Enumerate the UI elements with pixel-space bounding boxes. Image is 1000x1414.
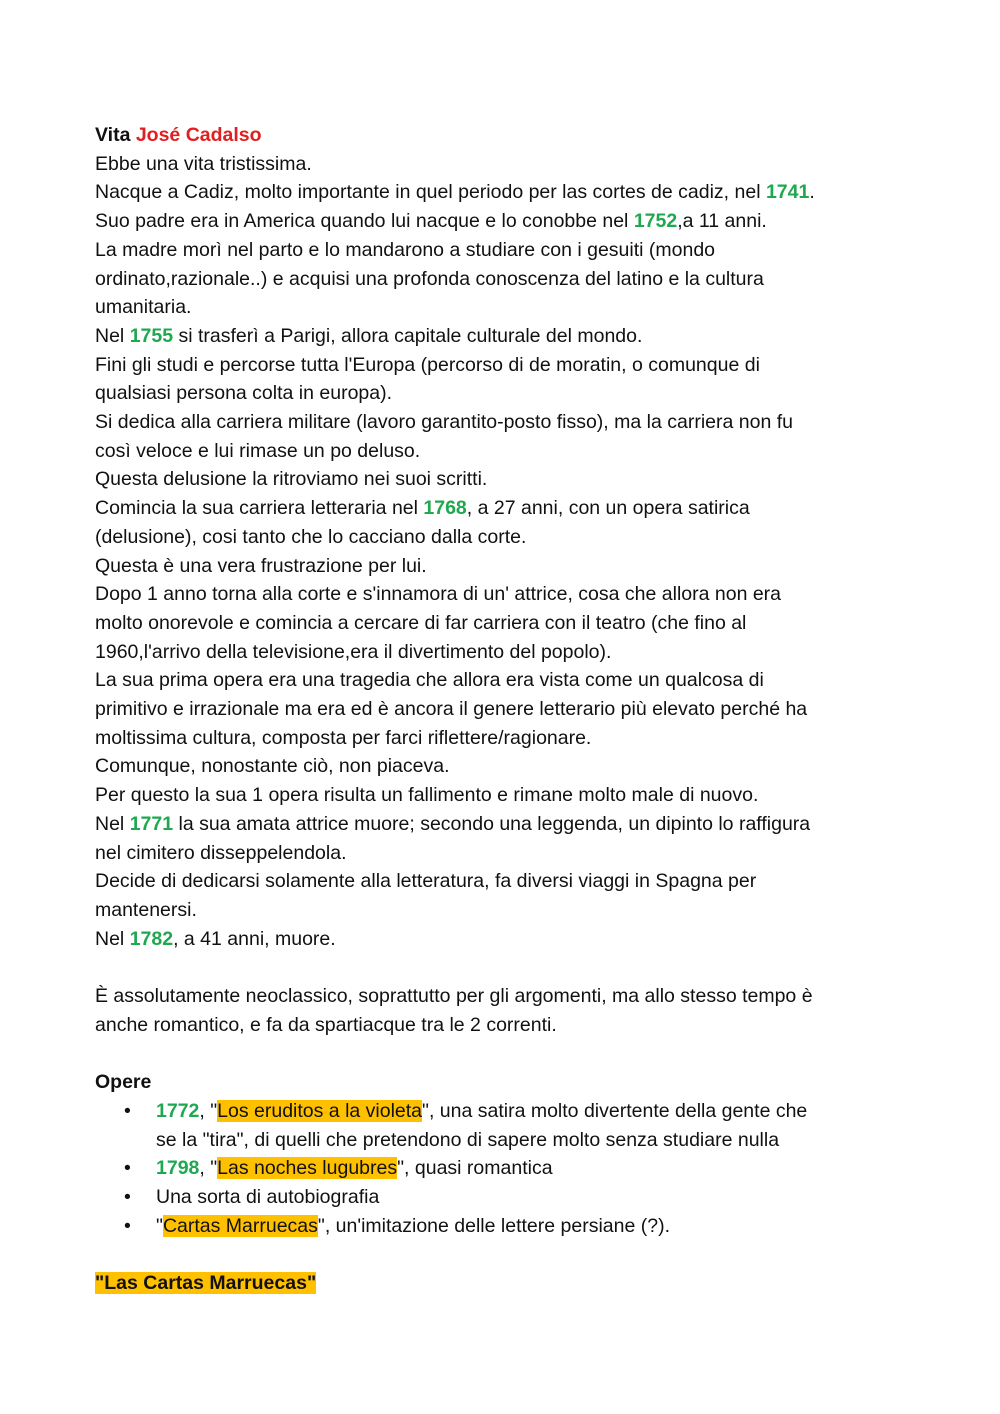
works-list bbox=[95, 1097, 900, 1241]
text-line bbox=[95, 925, 900, 954]
year-highlight: 1768 bbox=[423, 497, 467, 520]
text-run: Nel bbox=[95, 324, 130, 347]
text-line bbox=[95, 896, 900, 925]
text-run: molto onorevole e comincia a cercare di far carriera con il teatro (che fino al bbox=[95, 611, 747, 634]
year-highlight: 1798 bbox=[156, 1157, 200, 1180]
section-heading-line bbox=[95, 1269, 900, 1298]
text-run: , " bbox=[199, 1099, 218, 1122]
text-line bbox=[95, 207, 900, 236]
text-line bbox=[95, 1011, 900, 1040]
author-name: José Cadalso bbox=[135, 124, 262, 146]
bullet-icon: • bbox=[124, 1099, 131, 1122]
section-heading: "Las Cartas Marruecas" bbox=[95, 1272, 317, 1295]
text-run: Nacque a Cadiz, molto importante in quel periodo per las cortes de cadiz, nel bbox=[95, 181, 766, 204]
text-line bbox=[95, 752, 900, 781]
text-run: qualsiasi persona colta in europa). bbox=[95, 382, 393, 405]
text-run: , a 27 anni, con un opera satirica bbox=[466, 497, 750, 520]
year-highlight: 1772 bbox=[156, 1099, 200, 1122]
text-line bbox=[95, 580, 900, 609]
text-line bbox=[95, 666, 900, 695]
work-line bbox=[156, 1097, 900, 1126]
text-run: mantenersi. bbox=[95, 898, 197, 921]
text-run: nel cimitero disseppelendola. bbox=[95, 841, 347, 864]
text-run: Ebbe una vita tristissima. bbox=[95, 152, 312, 175]
text-run: Per questo la sua 1 opera risulta un fallimento e rimane molto male di nuovo. bbox=[95, 784, 759, 807]
text-line bbox=[95, 351, 900, 380]
year-highlight: 1771 bbox=[129, 812, 174, 835]
text-run: Fini gli studi e percorse tutta l'Europa (percorso di de moratin, o comunque di bbox=[95, 353, 760, 376]
text-run: Una sorta di autobiografia bbox=[156, 1185, 380, 1208]
text-run: Decide di dedicarsi solamente alla letteratura, fa diversi viaggi in Spagna per bbox=[95, 870, 757, 893]
text-run: La madre morì nel parto e lo mandarono a studiare con i gesuiti (mondo bbox=[95, 238, 716, 261]
text-run: si trasferì a Parigi, allora capitale culturale del mondo. bbox=[173, 324, 643, 347]
text-line bbox=[95, 810, 900, 839]
title-highlight: Los eruditos a la violeta bbox=[217, 1099, 423, 1122]
text-run: (delusione), cosi tanto che lo cacciano dalla corte. bbox=[95, 525, 527, 548]
work-item bbox=[124, 1212, 900, 1241]
blank-line bbox=[95, 953, 900, 982]
text-run: primitivo e irrazionale ma era ed è ancora il genere letterario più elevato perché ha bbox=[95, 698, 808, 721]
text-line bbox=[95, 408, 900, 437]
title-highlight: Cartas Marruecas bbox=[162, 1214, 318, 1237]
bullet-icon: • bbox=[124, 1185, 131, 1208]
text-line bbox=[95, 236, 900, 265]
text-run: anche romantico, e fa da spartiacque tra le 2 correnti. bbox=[95, 1013, 557, 1036]
year-highlight: 1755 bbox=[129, 324, 174, 347]
title-prefix: Vita bbox=[95, 124, 136, 146]
text-run: la sua amata attrice muore; secondo una leggenda, un dipinto lo raffigura bbox=[173, 812, 811, 835]
work-line bbox=[156, 1154, 900, 1183]
bullet-icon: • bbox=[124, 1214, 131, 1237]
biography-text bbox=[95, 150, 900, 1068]
text-line bbox=[95, 293, 900, 322]
title-highlight: Las noches lugubres bbox=[217, 1157, 398, 1180]
text-run: ,a 11 anni. bbox=[677, 210, 767, 233]
text-run: ", una satira molto divertente della gente che bbox=[422, 1099, 808, 1122]
text-line bbox=[95, 150, 900, 179]
text-run: Suo padre era in America quando lui nacque e lo conobbe nel bbox=[95, 210, 634, 233]
text-run: , " bbox=[199, 1157, 218, 1180]
text-run: La sua prima opera era una tragedia che allora era vista come un qualcosa di bbox=[95, 669, 764, 692]
works-heading: Opere bbox=[95, 1071, 152, 1094]
text-run: così veloce e lui rimase un po deluso. bbox=[95, 439, 421, 462]
year-highlight: 1782 bbox=[129, 927, 174, 950]
text-run: umanitaria. bbox=[95, 296, 192, 319]
work-item bbox=[124, 1183, 900, 1212]
work-line bbox=[156, 1212, 900, 1241]
text-line bbox=[95, 552, 900, 581]
text-line bbox=[95, 322, 900, 351]
text-run: Nel bbox=[95, 927, 130, 950]
work-line bbox=[156, 1126, 900, 1155]
text-run: Si dedica alla carriera militare (lavoro garantito-posto fisso), ma la carriera non fu bbox=[95, 411, 793, 434]
work-item bbox=[124, 1097, 900, 1154]
year-highlight: 1741 bbox=[765, 181, 810, 204]
text-run: " bbox=[156, 1214, 163, 1237]
bullet-icon: • bbox=[124, 1157, 131, 1180]
text-line bbox=[95, 523, 900, 552]
text-run: se la "tira", di quelli che pretendono di sapere molto senza studiare nulla bbox=[156, 1128, 780, 1151]
text-line bbox=[95, 609, 900, 638]
text-run: Dopo 1 anno torna alla corte e s'innamora di un' attrice, cosa che allora non era bbox=[95, 583, 782, 606]
text-line bbox=[95, 695, 900, 724]
text-line bbox=[95, 178, 900, 207]
text-run: Questa è una vera frustrazione per lui. bbox=[95, 554, 427, 577]
text-line bbox=[95, 839, 900, 868]
text-line bbox=[95, 781, 900, 810]
text-run: , a 41 anni, muore. bbox=[173, 927, 336, 950]
work-line bbox=[156, 1183, 900, 1212]
text-run: ordinato,razionale..) e acquisi una profonda conoscenza del latino e la cultura bbox=[95, 267, 764, 290]
text-run: 1960,l'arrivo della televisione,era il divertimento del popolo). bbox=[95, 640, 612, 663]
year-highlight: 1752 bbox=[633, 210, 678, 233]
text-run: . bbox=[809, 181, 815, 204]
spacer bbox=[95, 1240, 900, 1269]
text-run: Nel bbox=[95, 812, 130, 835]
text-line bbox=[95, 494, 900, 523]
text-line bbox=[95, 465, 900, 494]
text-line bbox=[95, 638, 900, 667]
text-run: ", quasi romantica bbox=[397, 1157, 553, 1180]
text-line bbox=[95, 982, 900, 1011]
text-run: moltissima cultura, composta per farci riflettere/ragionare. bbox=[95, 726, 592, 749]
text-line bbox=[95, 867, 900, 896]
text-line bbox=[95, 724, 900, 753]
text-run: ", un'imitazione delle lettere persiane (?). bbox=[317, 1214, 670, 1237]
text-run: Questa delusione la ritroviamo nei suoi scritti. bbox=[95, 468, 488, 491]
text-run: È assolutamente neoclassico, soprattutto per gli argomenti, ma allo stesso tempo è bbox=[95, 985, 813, 1008]
page-title bbox=[95, 121, 900, 150]
text-line bbox=[95, 379, 900, 408]
blank-line bbox=[95, 1039, 900, 1068]
text-run: Comincia la sua carriera letteraria nel bbox=[95, 497, 424, 520]
work-item bbox=[124, 1154, 900, 1183]
text-line bbox=[95, 437, 900, 466]
text-line bbox=[95, 265, 900, 294]
text-run: Comunque, nonostante ciò, non piaceva. bbox=[95, 755, 450, 778]
